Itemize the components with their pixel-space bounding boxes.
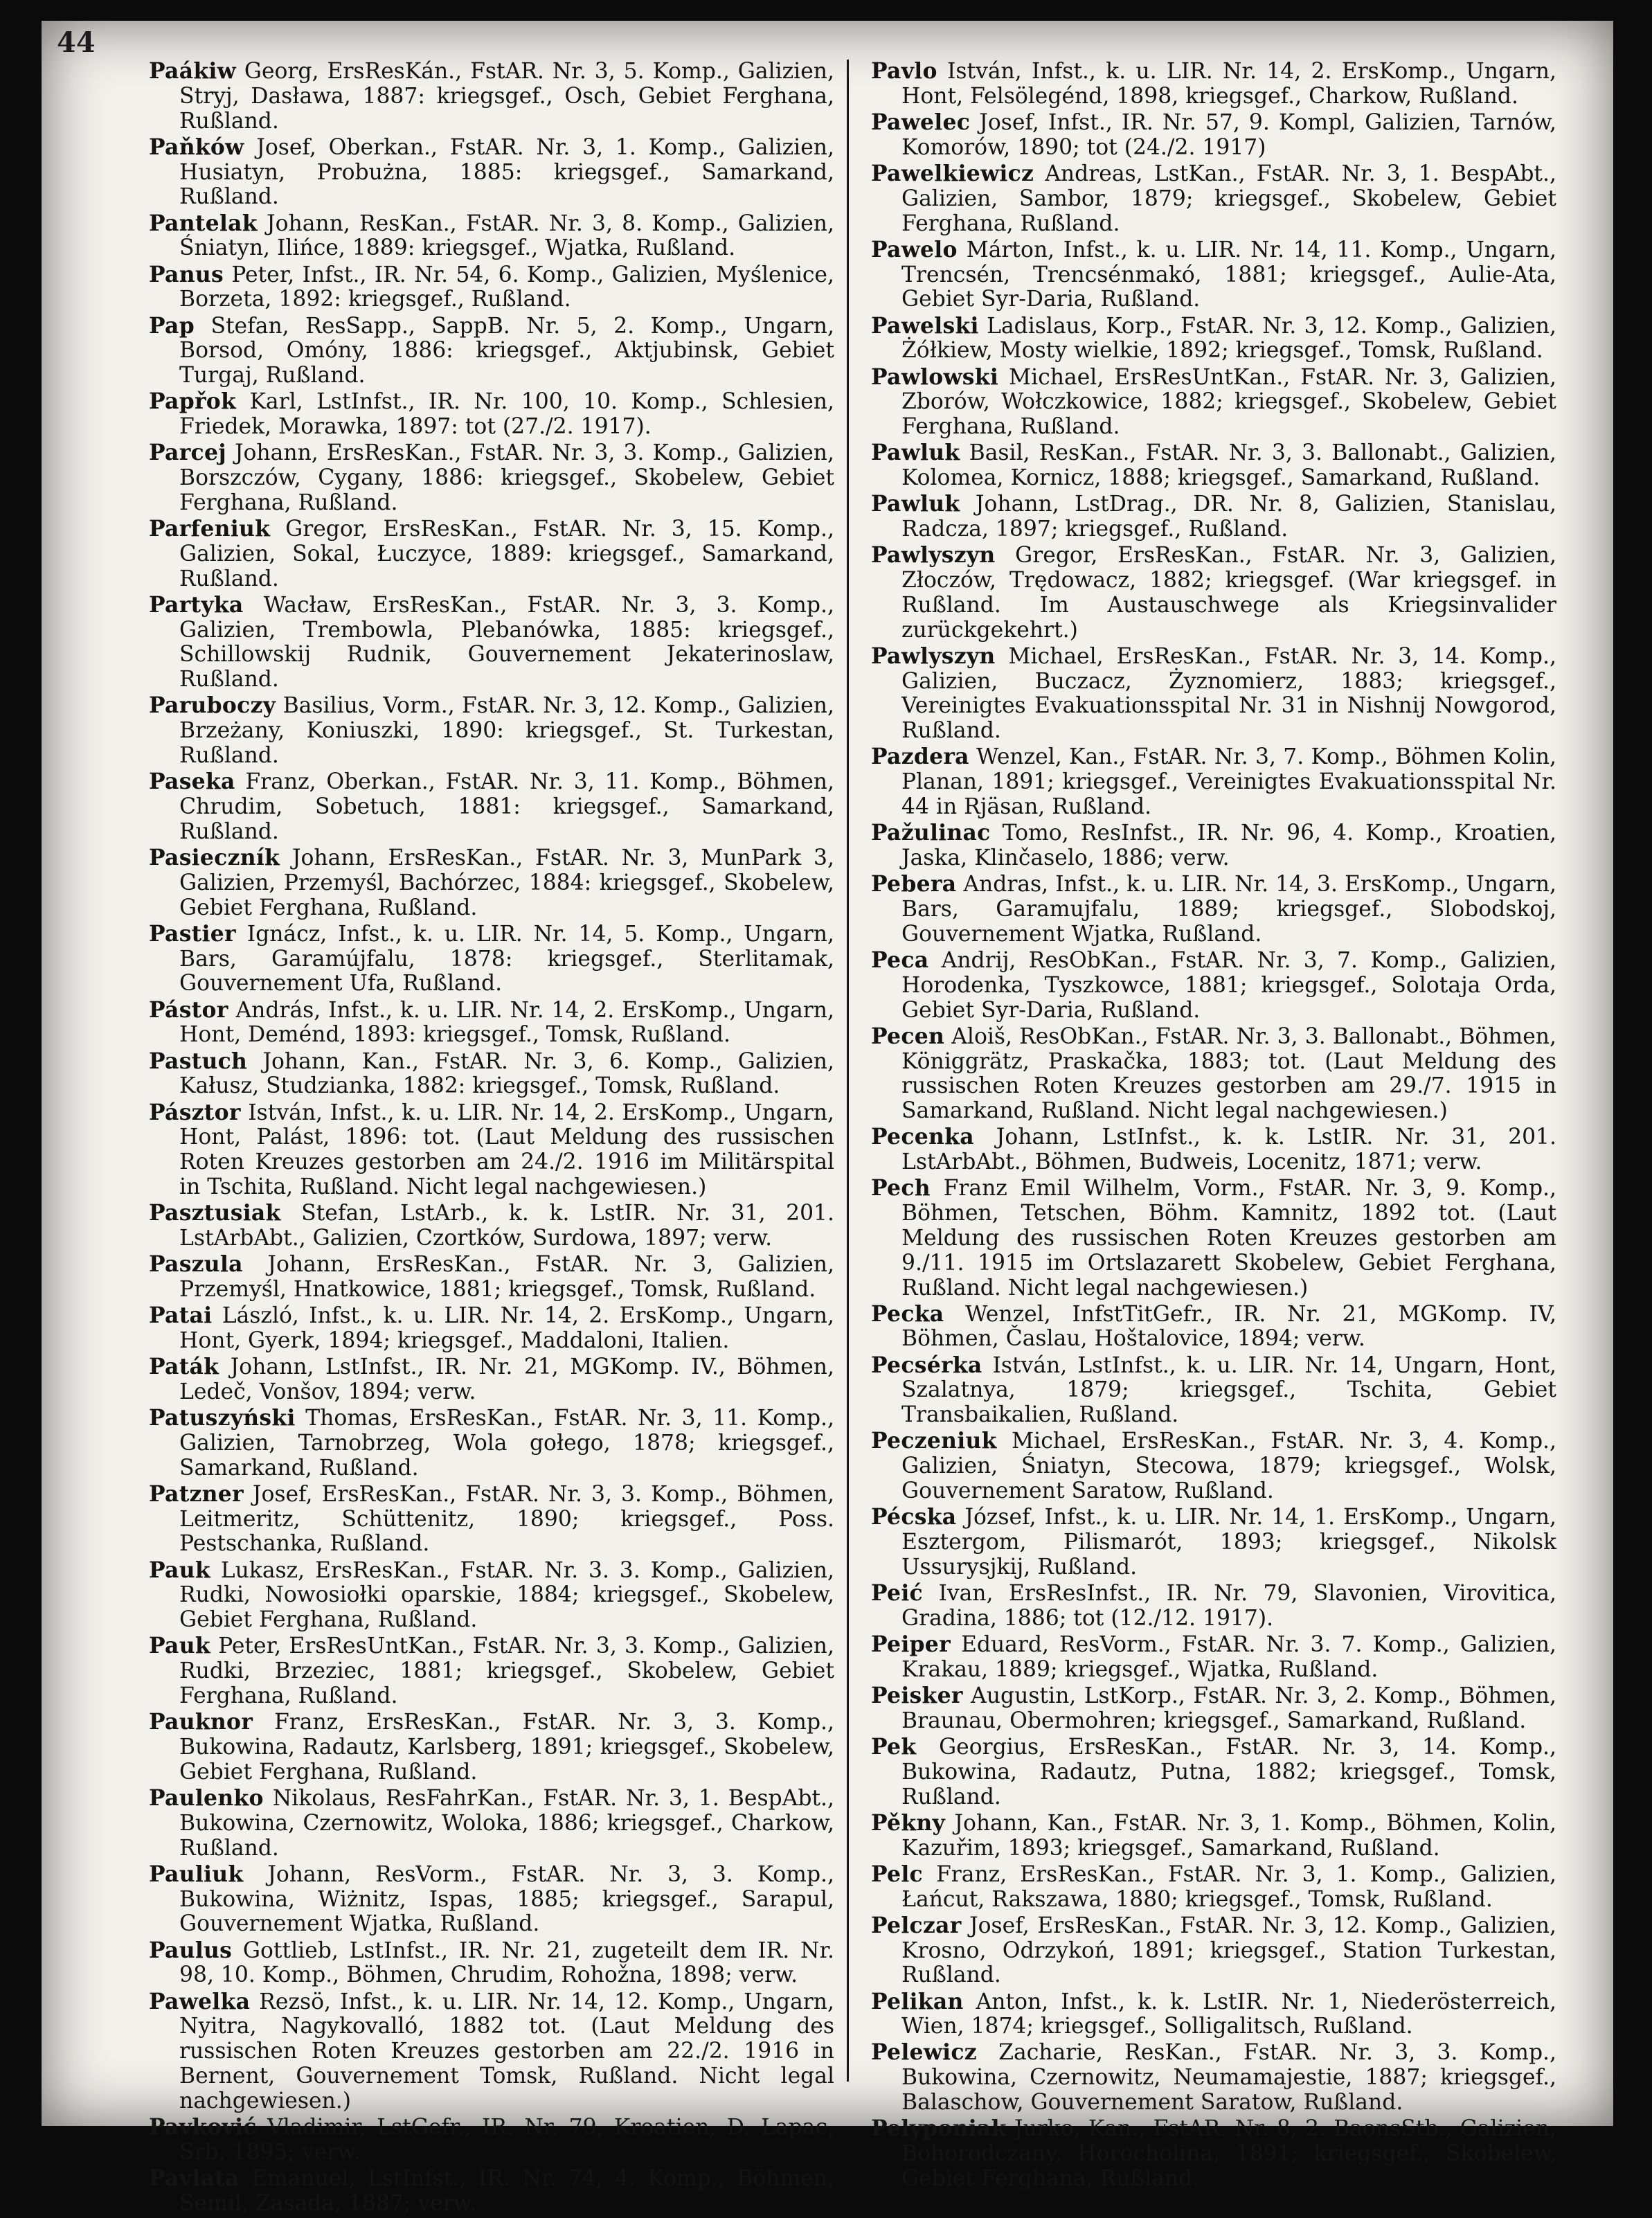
entry-details: Jurko, Kan., FstAR. Nr. 8, 2. BaonsStb., Galizien, Bohorodczany, Horocholina, 1891; kriegsgef., Skobelew, Gebiet Ferghana, Rußland.: [901, 2116, 1556, 2191]
entry-details: Augustin, LstKorp., FstAR. Nr. 3, 2. Komp., Böhmen, Braunau, Obermohren; kriegsgef., Samarkand, Rußland.: [901, 1683, 1556, 1733]
entry-details: Nikolaus, ResFahrKan., FstAR. Nr. 3, 1. BespAbt., Bukowina, Czernowitz, Woloka, 1886; kriegsgef., Charkow, Rußland.: [179, 1785, 834, 1861]
entry-details: Johann, Kan., FstAR. Nr. 3, 6. Komp., Galizien, Kałusz, Studzianka, 1882: kriegsgef., Tomsk, Rußland.: [179, 1048, 834, 1099]
entry-details: Johann, LstInfst., k. k. LstIR. Nr. 31, 201. LstArbAbt., Böhmen, Budweis, Locenitz, 1871; verw.: [901, 1125, 1556, 1175]
entry-surname: Paszula: [149, 1252, 243, 1278]
register-entry: [149, 1939, 834, 1989]
register-entry: [871, 1125, 1556, 1175]
entry-surname: Pavlo: [871, 59, 937, 84]
register-entry: [871, 873, 1556, 947]
entry-details: Eduard, ResVorm., FstAR. Nr. 3. 7. Komp., Galizien, Krakau, 1889; kriegsgef., Wjatka, Rußland.: [901, 1632, 1556, 1682]
register-entry: [149, 1406, 834, 1481]
register-entry: [871, 162, 1556, 236]
register-entry: [871, 821, 1556, 871]
register-entry: [149, 1101, 834, 1200]
entry-details: Franz, Oberkan., FstAR. Nr. 3, 11. Komp., Böhmen, Chrudim, Sobetuch, 1881: kriegsgef., Samarkand, Rußland.: [179, 769, 834, 844]
entry-surname: Peiper: [871, 1632, 951, 1657]
register-entry: [149, 1050, 834, 1100]
entry-surname: Pawelski: [871, 313, 979, 339]
register-entry: [149, 1355, 834, 1405]
entry-surname: Pelc: [871, 1861, 923, 1887]
register-entry: [149, 314, 834, 388]
entry-details: Franz Emil Wilhelm, Vorm., FstAR. Nr. 3, 9. Komp., Böhmen, Tetschen, Böhm. Kamnitz, 1892 tot. (Laut Meldung des russischen Roten Kreuzes gestorben am 9./11. 1915 im Ortslazarett Skobelew, Gebiet Ferghana, Rußland. Nicht legal nachgewiesen.): [901, 1176, 1556, 1300]
entry-surname: Pásztor: [149, 1100, 241, 1125]
register-entry: [149, 1483, 834, 1557]
register-entry: [871, 1582, 1556, 1631]
entry-surname: Pavković: [149, 2114, 257, 2140]
entry-surname: Pěkny: [871, 1810, 946, 1836]
entry-surname: Pástor: [149, 997, 228, 1023]
register-entry: [871, 1863, 1556, 1913]
register-entry: [149, 846, 834, 920]
entry-details: Tomo, ResInfst., IR. Nr. 96, 4. Komp., Kroatien, Jaska, Klinčaselo, 1886; verw.: [901, 821, 1556, 870]
entry-details: Johann, LstDrag., DR. Nr. 8, Galizien, Stanislau, Radcza, 1897; kriegsgef., Rußland.: [901, 492, 1556, 542]
entry-details: Ignácz, Infst., k. u. LIR. Nr. 14, 5. Komp., Ungarn, Bars, Garamújfalu, 1878: kriegsgef., Sterlitamak, Gouvernement Ufa, Rußland.: [179, 921, 834, 996]
entry-surname: Pastuch: [149, 1048, 248, 1074]
register-entry: [871, 111, 1556, 161]
entry-surname: Pawelo: [871, 237, 958, 262]
page-scan: [42, 21, 1613, 2216]
entry-surname: Pap: [149, 313, 195, 339]
register-entry: [871, 745, 1556, 819]
register-entry: [149, 1559, 834, 1633]
register-entry: [149, 441, 834, 515]
register-entry: [149, 1863, 834, 1937]
entry-surname: Paulenko: [149, 1785, 264, 1811]
entry-details: Andrij, ResObKan., FstAR. Nr. 3, 7. Komp., Galizien, Horodenka, Tyszkowce, 1881; kriegsgef., Solotaja Orda, Gebiet Syr-Daria, Rußland.: [901, 947, 1556, 1023]
entry-details: Gregor, ErsResKan., FstAR. Nr. 3, Galizien, Złoczów, Trędowacz, 1882; kriegsgef. (War kriegsgef. in Rußland. Im Austauschwege als Kriegsinvalider zurückgekehrt.): [901, 543, 1556, 643]
register-entry: [149, 136, 834, 210]
entry-surname: Patuszyński: [149, 1406, 296, 1431]
entry-surname: Pawelka: [149, 1989, 251, 2014]
register-entry: [871, 1684, 1556, 1734]
register-entry: [149, 694, 834, 768]
entry-surname: Patai: [149, 1303, 213, 1329]
entry-details: Georgius, ErsResKan., FstAR. Nr. 3, 14. Komp., Bukowina, Radautz, Putna, 1882; kriegsgef., Tomsk, Rußland.: [901, 1734, 1556, 1809]
entry-details: Johann, ResVorm., FstAR. Nr. 3, 3. Komp., Bukowina, Wiżnitz, Ispas, 1885; kriegsgef., Sarapul, Gouvernement Wjatka, Rußland.: [179, 1861, 834, 1937]
entry-surname: Pauk: [149, 1634, 210, 1659]
register-entry: [149, 1787, 834, 1861]
entry-surname: Pažulinac: [871, 821, 991, 846]
entry-surname: Partyka: [149, 592, 244, 618]
entry-surname: Parfeniuk: [149, 517, 271, 542]
register-entry: [871, 441, 1556, 491]
entry-surname: Pauk: [149, 1557, 210, 1583]
register-entry: [871, 1354, 1556, 1428]
entry-surname: Pech: [871, 1176, 931, 1201]
entry-details: Franz, ErsResKan., FstAR. Nr. 3, 1. Komp., Galizien, Łańcut, Rakszawa, 1880; kriegsgef., Tomsk, Rußland.: [901, 1861, 1556, 1912]
entry-details: Georg, ErsResKán., FstAR. Nr. 3, 5. Komp., Galizien, Stryj, Dasława, 1887: kriegsgef., Osch, Gebiet Ferghana, Rußland.: [179, 59, 834, 134]
register-entry: [871, 1812, 1556, 1861]
entry-details: Johann, ErsResKan., FstAR. Nr. 3, 3. Komp., Galizien, Borszczów, Cygany, 1886: kriegsgef., Skobelew, Gebiet Ferghana, Rußland.: [179, 440, 834, 515]
register-entry: [149, 2167, 834, 2217]
entry-surname: Pawlowski: [871, 364, 999, 390]
entry-details: Gregor, ErsResKan., FstAR. Nr. 3, 15. Komp., Galizien, Sokal, Łuczyce, 1889: kriegsgef., Samarkand, Rußland.: [179, 517, 834, 591]
entry-surname: Pelikan: [871, 1989, 964, 2014]
entry-surname: Pazdera: [871, 744, 969, 770]
entry-details: Ivan, ErsResInfst., IR. Nr. 79, Slavonien, Virovitica, Gradina, 1886; tot (12./12. 1917).: [901, 1581, 1557, 1631]
entry-surname: Pasieczník: [149, 846, 280, 870]
register-entry: [149, 1710, 834, 1785]
entry-details: Peter, Infst., IR. Nr. 54, 6. Komp., Galizien, Myślenice, Borzeta, 1892: kriegsgef., Rußland.: [179, 262, 834, 312]
register-entry: [149, 1304, 834, 1354]
entry-surname: Pantelak: [149, 211, 258, 236]
register-entry: [871, 1429, 1556, 1503]
register-entry: [149, 922, 834, 996]
entry-surname: Peczeniuk: [871, 1429, 997, 1454]
entry-surname: Parcej: [149, 440, 226, 466]
entry-surname: Pebera: [871, 872, 957, 897]
register-entry: [871, 1914, 1556, 1988]
entry-details: Ladislaus, Korp., FstAR. Nr. 3, 12. Komp., Galizien, Żółkiew, Mosty wielkie, 1892; kriegsgef., Tomsk, Rußland.: [901, 313, 1556, 364]
entry-surname: Paseka: [149, 769, 235, 795]
entry-details: Basilius, Vorm., FstAR. Nr. 3, 12. Komp., Galizien, Brzeżany, Koniuszki, 1890: kriegsgef., St. Turkestan, Rußland.: [179, 693, 834, 769]
entry-details: László, Infst., k. u. LIR. Nr. 14, 2. ErsKomp., Ungarn, Hont, Gyerk, 1894; kriegsgef., Maddaloni, Italien.: [179, 1303, 834, 1353]
entry-details: András, Infst., k. u. LIR. Nr. 14, 2. ErsKomp., Ungarn, Hont, Deménd, 1893: kriegsgef., Tomsk, Rußland.: [179, 997, 835, 1048]
register-entry: [871, 1025, 1556, 1124]
register-entry: [871, 1303, 1556, 1352]
register-entry: [149, 263, 834, 313]
entry-details: Gottlieb, LstInfst., IR. Nr. 21, zugeteilt dem IR. Nr. 98, 10. Komp., Böhmen, Chrudim, Rohožna, 1898; verw.: [179, 1938, 834, 1988]
register-entry: [149, 2116, 834, 2165]
register-entry: [149, 60, 834, 134]
entry-surname: Pelyponiak: [871, 2116, 1007, 2142]
register-entry: [871, 1990, 1556, 2040]
entry-details: Wacław, ErsResKan., FstAR. Nr. 3, 3. Komp., Galizien, Trembowla, Plebanówka, 1885: kriegsgef., Schillowskij Rudnik, Gouvernement Jekaterinoslaw, Rußland.: [179, 592, 834, 692]
entry-details: Josef, ErsResKan., FstAR. Nr. 3, 12. Komp., Galizien, Krosno, Odrzykoń, 1891; kriegsgef., Station Turkestan, Rußland.: [901, 1913, 1556, 1988]
column-divider: [847, 60, 849, 2082]
entry-details: Johann, LstInfst., IR. Nr. 21, MGKomp. IV., Böhmen, Ledeč, Vonšov, 1894; verw.: [179, 1354, 834, 1404]
entry-details: István, Infst., k. u. LIR. Nr. 14, 2. ErsKomp., Ungarn, Hont, Felsölegénd, 1898, kriegsgef., Charkow, Rußland.: [901, 59, 1556, 109]
entry-surname: Pawluk: [871, 492, 960, 517]
entry-details: Andreas, LstKan., FstAR. Nr. 3, 1. BespAbt., Galizien, Sambor, 1879; kriegsgef., Skobelew, Gebiet Ferghana, Rußland.: [901, 161, 1557, 236]
entry-details: József, Infst., k. u. LIR. Nr. 14, 1. ErsKomp., Ungarn, Esztergom, Pilismarót, 1893; kriegsgef., Nikolsk Ussurysjkij, Rußland.: [901, 1505, 1556, 1580]
register-entry: [871, 60, 1556, 109]
entry-surname: Pawelec: [871, 109, 971, 135]
entry-surname: Pauknor: [149, 1710, 253, 1735]
entry-details: Johann, ErsResKan., FstAR. Nr. 3, MunPark 3, Galizien, Przemyśl, Bachórzec, 1884: kriegsgef., Skobelew, Gebiet Ferghana, Rußland.: [179, 846, 834, 920]
entry-surname: Pecka: [871, 1301, 944, 1327]
register-entry: [871, 1735, 1556, 1809]
entry-details: István, LstInfst., k. u. LIR. Nr. 14, Ungarn, Hont, Szalatnya, 1879; kriegsgef., Tschita, Gebiet Transbaikalien, Rußland.: [901, 1352, 1556, 1428]
entry-details: Wenzel, InfstTitGefr., IR. Nr. 21, MGKomp. IV, Böhmen, Časlau, Hoštalovice, 1894; verw.: [901, 1301, 1557, 1352]
entry-details: Michael, ErsResKan., FstAR. Nr. 3, 14. Komp., Galizien, Buczacz, Żyznomierz, 1883; kriegsgef., Vereinigtes Evakuationsspital Nr. 31 in Nishnij Nowgorod, Rußland.: [901, 643, 1556, 744]
right-column: [871, 60, 1556, 2193]
entry-surname: Pawluk: [871, 440, 960, 466]
entry-surname: Panus: [149, 262, 224, 287]
entry-surname: Paákiw: [149, 59, 236, 84]
entry-surname: Pelewicz: [871, 2040, 977, 2066]
register-entry: [149, 593, 834, 692]
entry-details: Michael, ErsResUntKan., FstAR. Nr. 3, Galizien, Zborów, Wołczkowice, 1882; kriegsgef., Skobelew, Gebiet Ferghana, Rußland.: [901, 364, 1556, 440]
entry-surname: Pavlata: [149, 2165, 240, 2191]
entry-details: Rezsö, Infst., k. u. LIR. Nr. 14, 12. Komp., Ungarn, Nyitra, Nagykovalló, 1882 tot. (Laut Meldung des russischen Roten Kreuzes gestorben am 22./2. 1916 in Bernent, Gouvernement Tomsk, Rußland. Nicht legal nachgewiesen.): [179, 1989, 835, 2113]
entry-surname: Pastier: [149, 921, 236, 947]
register-entry: [149, 999, 834, 1048]
entry-surname: Peca: [871, 947, 929, 973]
entry-surname: Peisker: [871, 1683, 963, 1708]
entry-details: Josef, ErsResKan., FstAR. Nr. 3, 3. Komp., Böhmen, Leitmeritz, Schüttenitz, 1890; kriegsgef., Poss. Pestschanka, Rußland.: [179, 1481, 834, 1557]
entry-surname: Pelczar: [871, 1913, 962, 1938]
register-entry: [871, 492, 1556, 542]
register-entry: [871, 1177, 1556, 1300]
entry-surname: Pasztusiak: [149, 1201, 281, 1226]
entry-surname: Paták: [149, 1354, 219, 1380]
entry-surname: Pek: [871, 1734, 917, 1760]
entry-details: Johann, ErsResKan., FstAR. Nr. 3, Galizien, Przemyśl, Hnatkowice, 1881; kriegsgef., Tomsk, Rußland.: [179, 1252, 834, 1302]
register-entry: [871, 238, 1556, 312]
entry-surname: Pawelkiewicz: [871, 161, 1034, 186]
register-entry: [149, 212, 834, 262]
entry-details: Aloiš, ResObKan., FstAR. Nr. 3, 3. Ballonabt., Böhmen, Königgrätz, Praskačka, 1883; tot. (Laut Meldung des russischen Roten Kreuzes gestorben am 29./7. 1915 in Samarkand, Rußland. Nicht legal nachgewiesen.): [901, 1023, 1556, 1124]
entry-details: Karl, LstInfst., IR. Nr. 100, 10. Komp., Schlesien, Friedek, Morawka, 1897: tot (27./2. 1917).: [179, 389, 834, 440]
entry-surname: Pauliuk: [149, 1861, 244, 1887]
entry-details: Zacharie, ResKan., FstAR. Nr. 3, 3. Komp., Bukowina, Czernowitz, Neumamajestie, 1887; kriegsgef., Balaschow, Gouvernement Saratow, Rußland.: [901, 2040, 1556, 2116]
entry-details: Wenzel, Kan., FstAR. Nr. 3, 7. Komp., Böhmen Kolin, Planan, 1891; kriegsgef., Vereinigtes Evakuationsspital Nr. 44 in Rjäsan, Rußland.: [901, 744, 1556, 820]
entry-details: Johann, Kan., FstAR. Nr. 3, 1. Komp., Böhmen, Kolin, Kazuřim, 1893; kriegsgef., Samarkand, Rußland.: [901, 1810, 1556, 1861]
entry-details: Stefan, ResSapp., SappB. Nr. 5, 2. Komp., Ungarn, Borsod, Omóny, 1886: kriegsgef., Aktjubinsk, Gebiet Turgaj, Rußland.: [179, 313, 834, 388]
register-entry: [149, 517, 834, 591]
register-entry: [149, 770, 834, 844]
entry-details: Peter, ErsResUntKan., FstAR. Nr. 3, 3. Komp., Galizien, Rudki, Brzeziec, 1881; kriegsgef., Skobelew, Gebiet Ferghana, Rußland.: [179, 1634, 834, 1708]
register-entry: [871, 1505, 1556, 1580]
entry-details: Basil, ResKan., FstAR. Nr. 3, 3. Ballonabt., Galizien, Kolomea, Kornicz, 1888; kriegsgef., Samarkand, Rußland.: [901, 440, 1556, 491]
entry-surname: Pawlyszyn: [871, 543, 996, 569]
entry-details: Johann, ResKan., FstAR. Nr. 3, 8. Komp., Galizien, Śniatyn, Ilińce, 1889: kriegsgef., Wjatka, Rußland.: [179, 211, 834, 261]
entry-details: Josef, Oberkan., FstAR. Nr. 3, 1. Komp., Galizien, Husiatyn, Probużna, 1885: kriegsgef., Samarkand, Rußland.: [179, 134, 834, 210]
entry-details: Vladimir, LstGefr., IR. Nr. 79, Kroatien, D. Lapac, Srb, 1895; verw.: [179, 2114, 835, 2165]
entry-surname: Pecsérka: [871, 1352, 982, 1378]
left-column: [149, 60, 834, 2218]
entry-details: Michael, ErsResKan., FstAR. Nr. 3, 4. Komp., Galizien, Śniatyn, Stecowa, 1879; kriegsgef., Wolsk, Gouvernement Saratow, Rußland.: [901, 1429, 1557, 1504]
entry-details: Lukasz, ErsResKan., FstAR. Nr. 3. 3. Komp., Galizien, Rudki, Nowosiołki oparskie, 1884; kriegsgef., Skobelew, Gebiet Ferghana, Rußland.: [179, 1557, 834, 1633]
entry-surname: Pecen: [871, 1023, 945, 1049]
entry-surname: Paulus: [149, 1938, 233, 1963]
register-entry: [149, 1201, 834, 1251]
register-entry: [871, 366, 1556, 440]
entry-details: Josef, Infst., IR. Nr. 57, 9. Kompl, Galizien, Tarnów, Komorów, 1890; tot (24./2. 1917): [901, 109, 1556, 160]
entry-details: Franz, ErsResKan., FstAR. Nr. 3, 3. Komp., Bukowina, Radautz, Karlsberg, 1891; kriegsgef., Skobelew, Gebiet Ferghana, Rußland.: [179, 1710, 834, 1785]
entry-surname: Peić: [871, 1581, 923, 1607]
register-entry: [871, 2041, 1556, 2115]
entry-details: Márton, Infst., k. u. LIR. Nr. 14, 11. Komp., Ungarn, Trencsén, Trencsénmakó, 1881; kriegsgef., Aulie-Ata, Gebiet Syr-Daria, Rußland.: [901, 237, 1556, 312]
entry-details: Anton, Infst., k. k. LstIR. Nr. 1, Niederösterreich, Wien, 1874; kriegsgef., Solligalitsch, Rußland.: [901, 1989, 1556, 2039]
entry-surname: Pécska: [871, 1505, 957, 1530]
register-entry: [149, 390, 834, 440]
page-number: 44: [57, 26, 96, 59]
entry-surname: Paňków: [149, 134, 244, 160]
register-entry: [871, 2117, 1556, 2191]
entry-surname: Pecenka: [871, 1125, 974, 1150]
entry-surname: Patzner: [149, 1481, 244, 1507]
entry-details: István, Infst., k. u. LIR. Nr. 14, 2. ErsKomp., Ungarn, Hont, Palást, 1896: tot. (Laut Meldung des russischen Roten Kreuzes gestorben am 24./2. 1916 im Militärspital in Tschita, Rußland. Nicht legal nachgewiesen.): [179, 1100, 834, 1199]
entry-surname: Papřok: [149, 389, 237, 415]
entry-surname: Paruboczy: [149, 693, 276, 719]
register-entry: [149, 1634, 834, 1708]
register-entry: [871, 645, 1556, 744]
register-entry: [871, 949, 1556, 1023]
entry-surname: Pawlyszyn: [871, 643, 996, 669]
register-entry: [871, 544, 1556, 643]
register-entry: [149, 1990, 834, 2114]
register-entry: [149, 1253, 834, 1303]
register-entry: [871, 314, 1556, 364]
register-entry: [871, 1633, 1556, 1683]
entry-details: Andras, Infst., k. u. LIR. Nr. 14, 3. ErsKomp., Ungarn, Bars, Garamujfalu, 1889; kriegsgef., Slobodskoj, Gouvernement Wjatka, Rußland.: [901, 872, 1556, 947]
entry-details: Thomas, ErsResKan., FstAR. Nr. 3, 11. Komp., Galizien, Tarnobrzeg, Wola gołego, 1878; kriegsgef., Samarkand, Rußland.: [179, 1406, 834, 1481]
entry-details: Emanuel, LstInfst., IR. Nr. 74, 4. Komp., Böhmen, Semil, Zasada, 1887; verw.: [179, 2165, 834, 2216]
entry-details: Stefan, LstArb., k. k. LstIR. Nr. 31, 201. LstArbAbt., Galizien, Czortków, Surdowa, 1897; verw.: [179, 1201, 834, 1251]
